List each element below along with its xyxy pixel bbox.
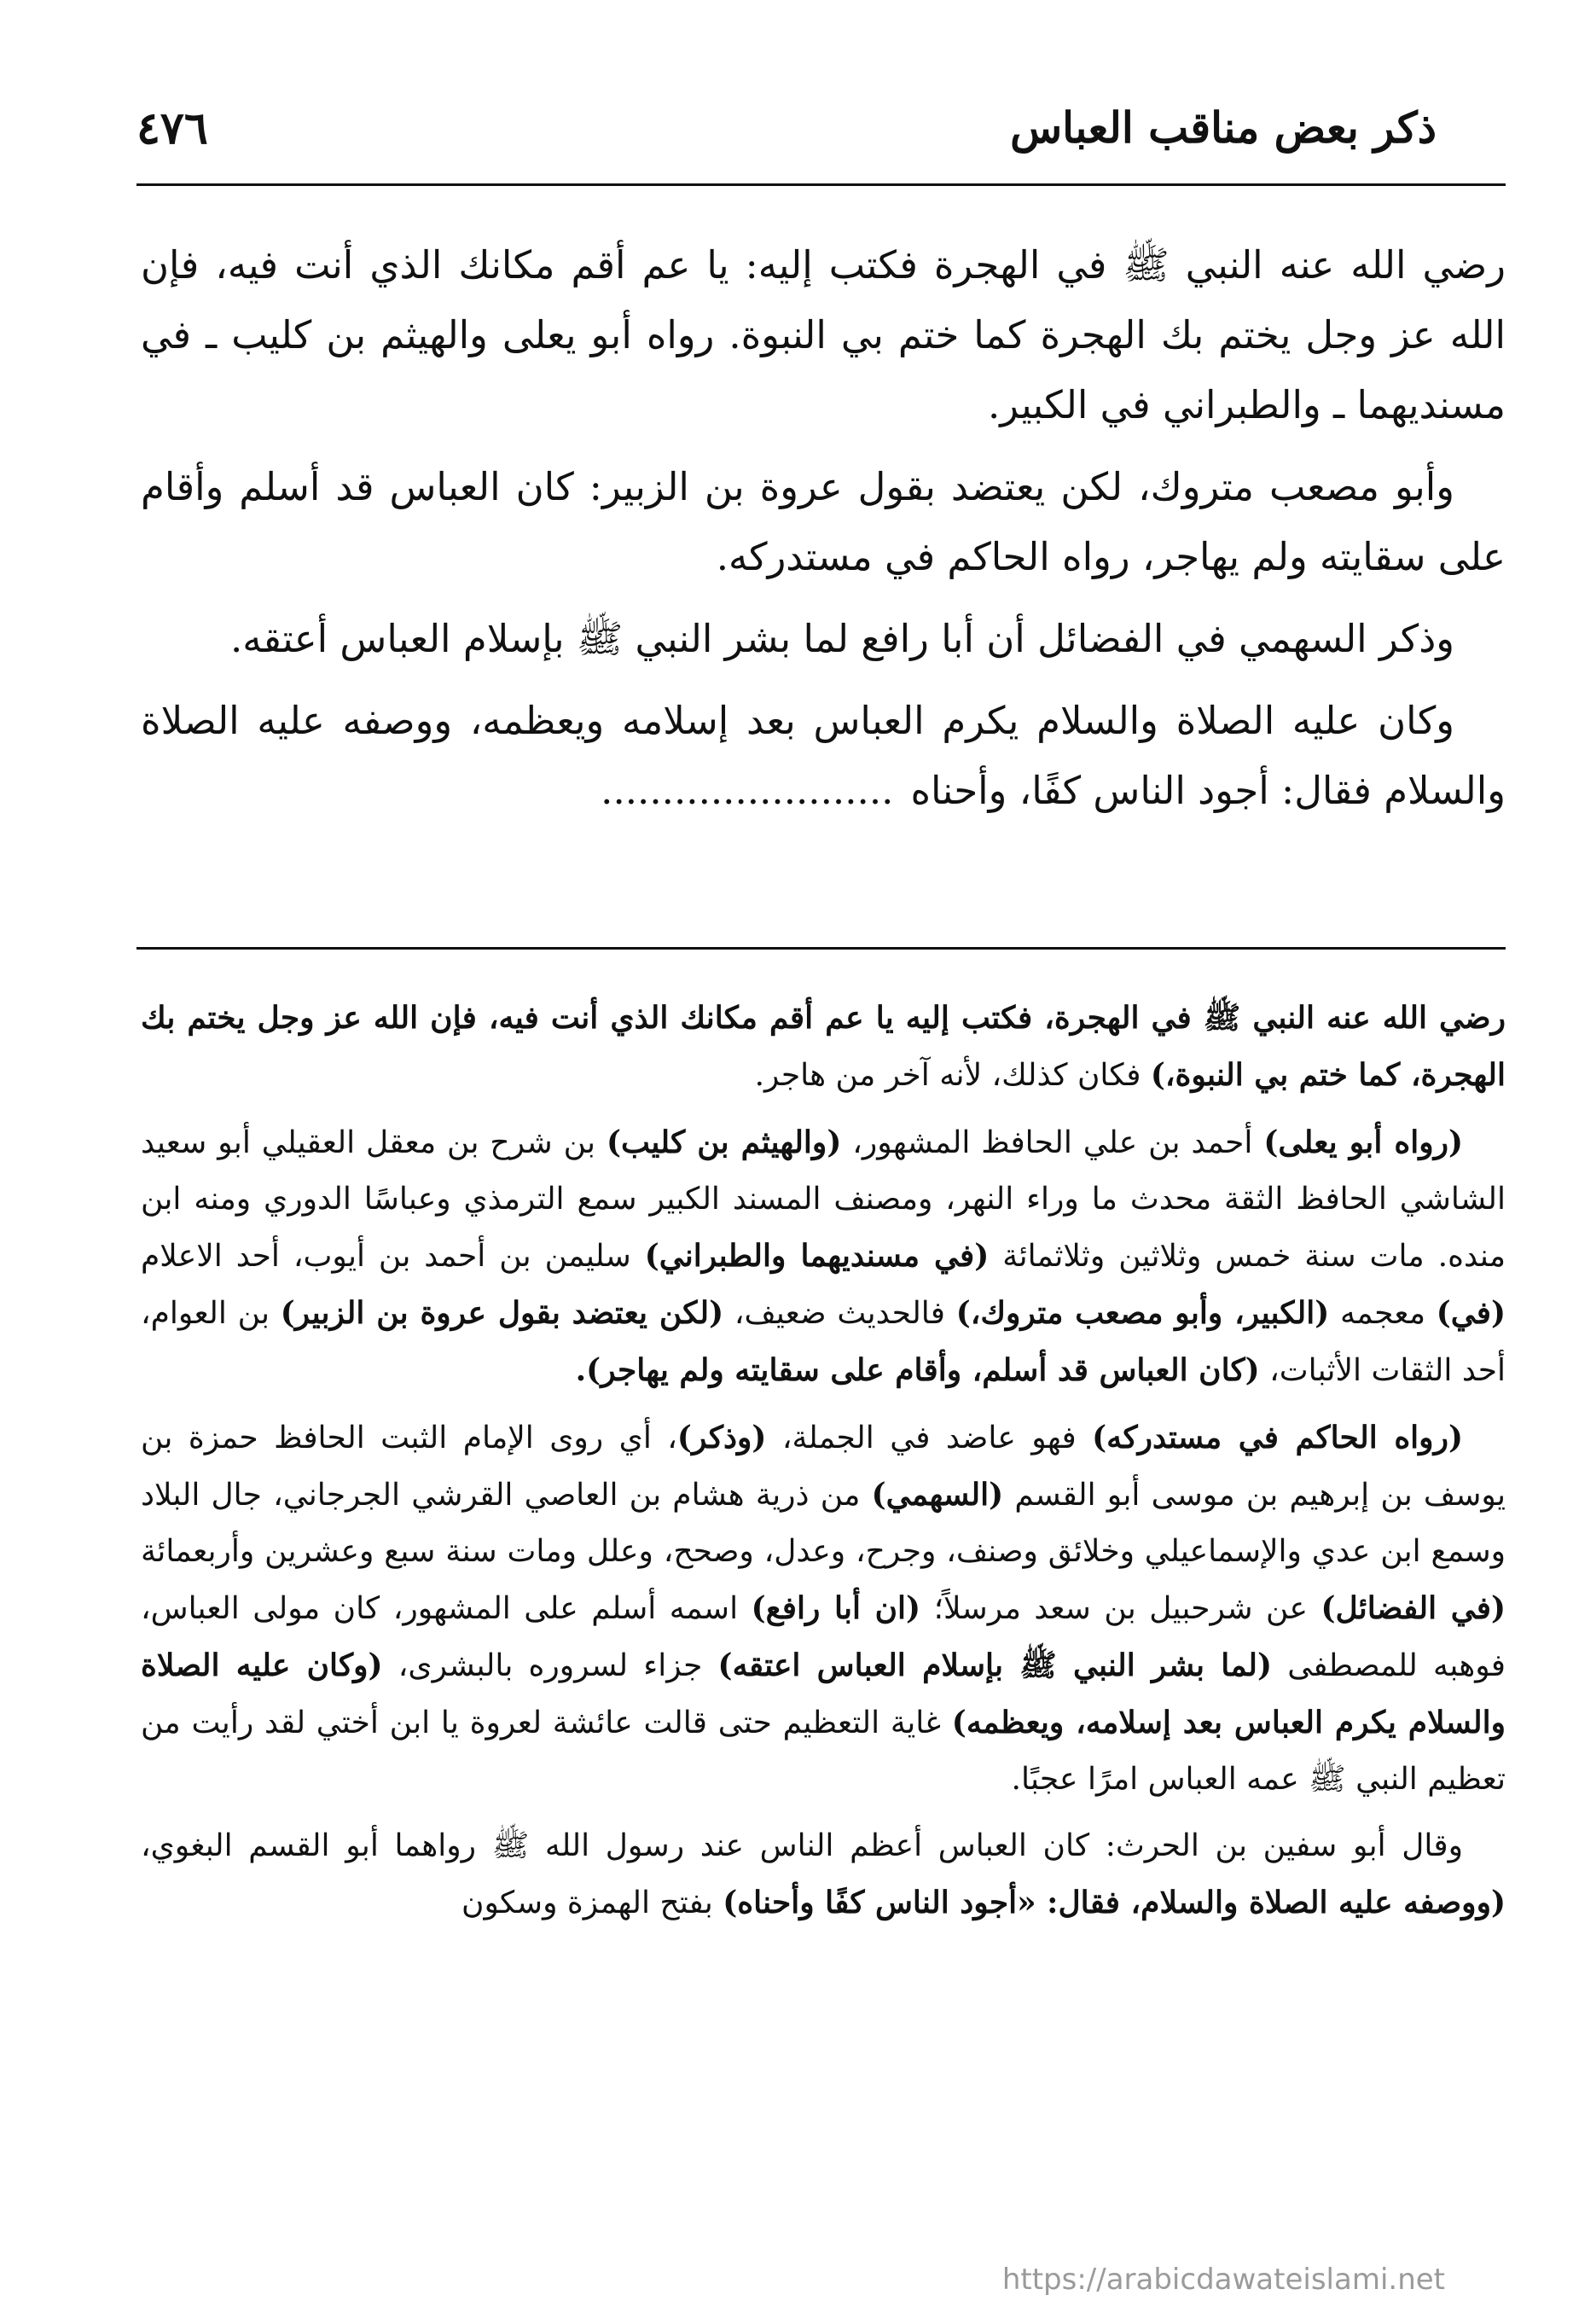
quoted-text: (والهيثم بن كليب): [606, 1124, 842, 1160]
running-title: ذكر بعض مناقب العباس: [1010, 102, 1437, 153]
commentary-text: اسمه أسلم على المشهور، كان مولى العباس، فوهبه للمصطفى: [141, 1591, 1506, 1683]
page-number: ٤٧٦: [136, 102, 208, 154]
commentary-text: بن العوام، أحد الثقات الأثبات،: [141, 1296, 1506, 1388]
quoted-text: (في مسنديهما والطبراني): [644, 1238, 990, 1274]
commentary-paragraph: [141, 990, 1506, 1104]
quoted-text: (في الفضائل): [1321, 1590, 1506, 1626]
main-paragraph: [141, 686, 1506, 826]
commentary-text: غاية التعظيم حتى قالت عائشة لعروة يا ابن أختي لقد رأيت من تعظيم النبي ﷺ عمه العباس امرًا عجبًا.: [141, 1705, 1506, 1797]
quoted-text: (رواه أبو يعلى): [1263, 1124, 1463, 1160]
commentary-text: وقال أبو سفين بن الحرث: كان العباس أعظم الناس عند رسول الله ﷺ رواهما أبو القسم البغوي،: [141, 1828, 1463, 1863]
quoted-text: (لكن يعتضد بقول عروة بن الزبير): [280, 1295, 724, 1331]
quoted-text: (وكان عليه الصلاة والسلام يكرم العباس بعد إسلامه، ويعظمه): [141, 1647, 1506, 1740]
commentary-text: عن شرحبيل بن سعد مرسلاً؛: [920, 1591, 1321, 1626]
quoted-text: (لما بشر النبي ﷺ بإسلام العباس اعتقه): [717, 1647, 1273, 1683]
commentary: [141, 990, 1506, 1942]
commentary-text: فهو عاضد في الجملة،: [766, 1421, 1093, 1455]
commentary-text: فكان كذلك، لأنه آخر من هاجر.: [754, 1058, 1151, 1093]
quoted-text: (كان العباس قد أسلم، وأقام على سقايته ولم يهاجر).: [575, 1352, 1260, 1388]
main-paragraph: وأبو مصعب متروك، لكن يعتضد بقول عروة بن الزبير: كان العباس قد أسلم وأقام على سقايته ولم يهاجر، رواه الحاكم في مستدركه.: [141, 464, 1506, 579]
quoted-text: (الكبير، وأبو مصعب متروك،): [955, 1295, 1330, 1331]
commentary-text: ، أي روى الإمام الثبت الحافظ حمزة بن يوسف بن إبرهيم بن موسى أبو القسم: [141, 1421, 1506, 1513]
commentary-text: سليمن بن أحمد بن أيوب، أحد الاعلام: [141, 1239, 645, 1274]
main-paragraph: وذكر السهمي في الفضائل أن أبا رافع لما بشر النبي ﷺ بإسلام العباس أعتقه.: [229, 616, 1454, 661]
commentary-text: من ذرية هشام بن العاصي القرشي الجرجاني، جال البلاد وسمع ابن عدي والإسماعيلي وخلائق وصنف، وجرح، وعدل، وصحح، وعلل ومات سنة سبع وعشرين وأربعمائة: [141, 1478, 1506, 1569]
quoted-text: (ووصفه عليه الصلاة والسلام، فقال: «أجود الناس كفًا وأحناه): [723, 1885, 1506, 1920]
commentary-paragraph: [141, 1409, 1506, 1808]
commentary-text: بن شرح بن معقل العقيلي أبو سعيد الشاشي الحافظ الثقة محدث ما وراء النهر، ومصنف المسند الكبير سمع الترمذي وعباسًا الدوري ومنه ابن منده. مات سنة خمس وثلاثين وثلاثمائة: [141, 1125, 1506, 1274]
main-paragraph: رضي الله عنه النبي ﷺ في الهجرة فكتب إليه: يا عم أقم مكانك الذي أنت فيه، فإن الله عز وجل يختم بك الهجرة كما ختم بي النبوة. رواه أبو يعلى والهيثم بن كليب ـ في مسنديهما ـ والطبراني في الكبير.: [141, 242, 1506, 427]
commentary-paragraph: [141, 1114, 1506, 1399]
quoted-text: (وذكر): [676, 1420, 767, 1455]
quoted-text: (في): [1436, 1295, 1506, 1331]
quoted-text: (ان أبا رافع): [751, 1590, 921, 1626]
commentary-text: بفتح الهمزة وسكون: [461, 1885, 723, 1920]
header-rule: [136, 183, 1506, 186]
quoted-text: رضي الله عنه النبي ﷺ في الهجرة، فكتب إليه يا عم أقم مكانك الذي أنت فيه، فإن الله عز وجل يختم بك الهجرة، كما ختم بي النبوة،): [141, 1000, 1506, 1093]
quoted-text: (رواه الحاكم في مستدركه): [1092, 1420, 1463, 1455]
watermark-url: https://arabicdawateislami.net: [1001, 2263, 1445, 2297]
main-text-span: وكان عليه الصلاة والسلام يكرم العباس بعد إسلامه ويعظمه، ووصفه عليه الصلاة والسلام فقال: أجود الناس كفًا، وأحناه: [141, 698, 1506, 813]
commentary-text: معجمه: [1329, 1296, 1437, 1331]
commentary-text: أحمد بن علي الحافظ المشهور،: [841, 1125, 1264, 1160]
continuation-dots: ........................: [601, 768, 894, 813]
commentary-text: فالحديث ضعيف،: [723, 1296, 956, 1331]
page-header: [136, 94, 1437, 179]
section-divider: [136, 947, 1506, 950]
commentary-paragraph: [141, 1818, 1506, 1932]
commentary-text: جزاء لسروره بالبشرى،: [382, 1648, 718, 1683]
main-text: [141, 230, 1506, 838]
quoted-text: (السهمي): [871, 1477, 1004, 1513]
